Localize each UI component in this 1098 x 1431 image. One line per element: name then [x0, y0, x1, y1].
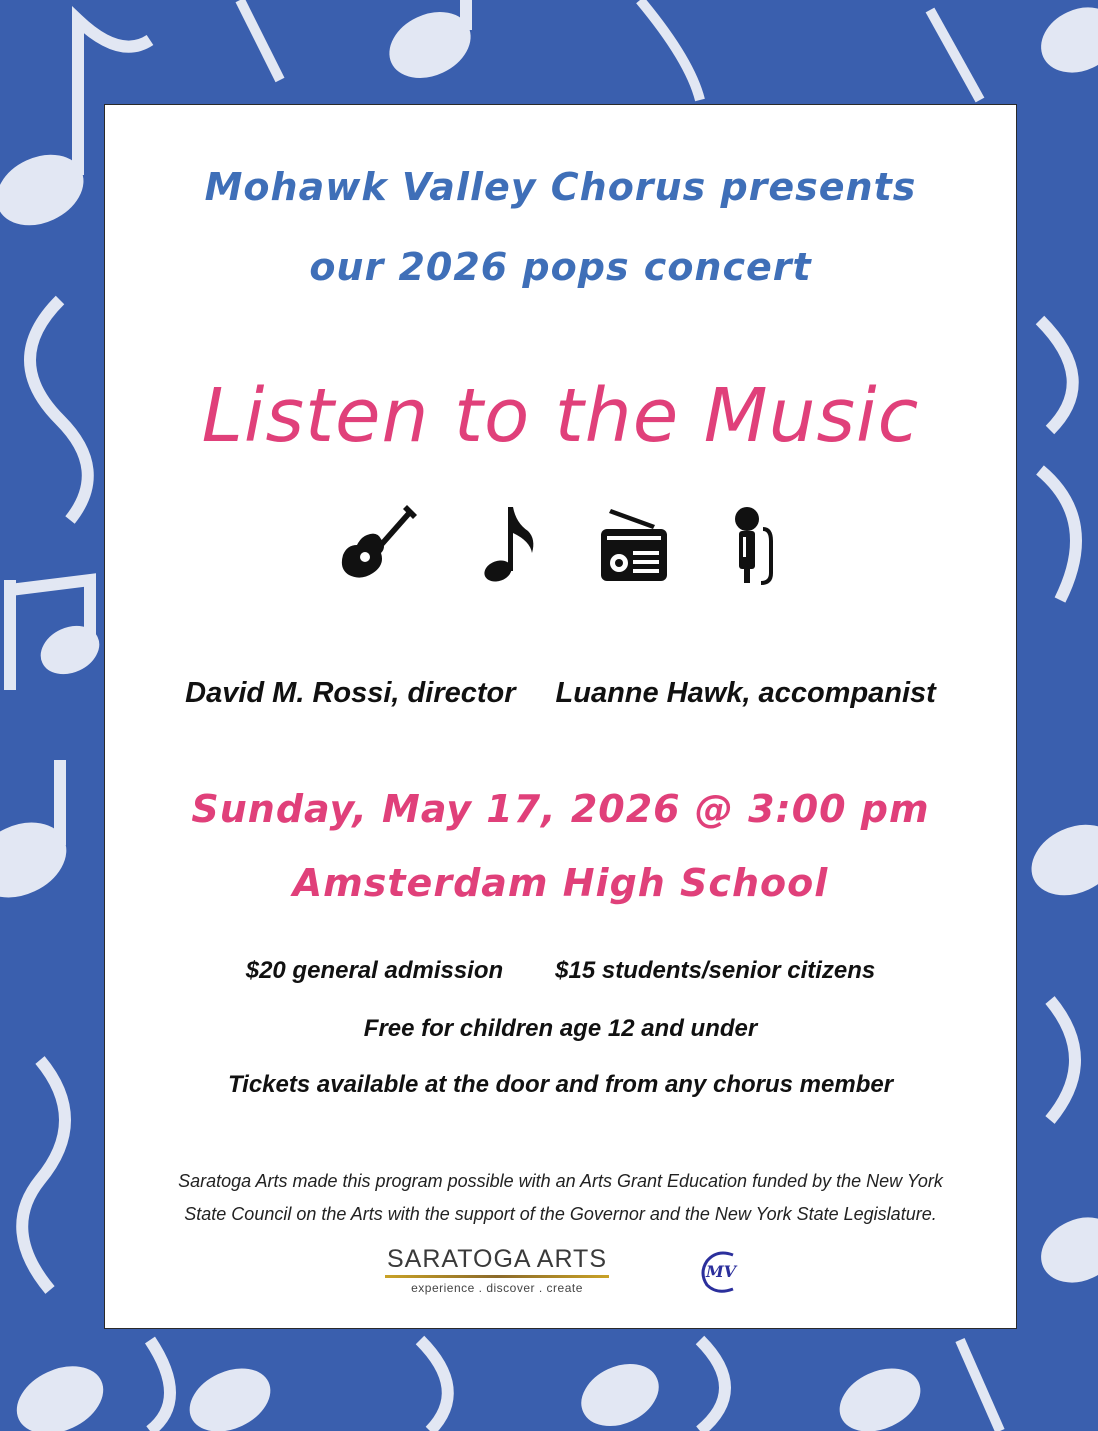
event-datetime: Sunday, May 17, 2026 @ 3:00 pm	[191, 787, 930, 831]
children-free-note: Free for children age 12 and under	[363, 1015, 758, 1042]
personnel-line	[105, 677, 1016, 710]
grant-acknowledgement-line2: State Council on the Arts with the support of the Governor and the New York State Legislature.	[184, 1204, 937, 1224]
concert-subtitle: our 2026 pops concert	[309, 245, 812, 289]
flyer-panel	[104, 104, 1017, 1329]
ticket-availability: Tickets available at the door and from any chorus member	[227, 1071, 894, 1098]
presenter-line: Mohawk Valley Chorus presents	[204, 165, 917, 209]
icon-row	[105, 503, 1016, 587]
student-senior-price: $15 students/senior citizens	[555, 957, 876, 984]
grant-acknowledgement-line1: Saratoga Arts made this program possible with an Arts Grant Education funded by the New York	[178, 1171, 943, 1191]
microphone-icon	[731, 503, 775, 585]
radio-icon	[597, 503, 669, 585]
mohawk-valley-chorus-logo	[697, 1247, 745, 1295]
music-note-icon	[480, 503, 540, 585]
logo-rule	[385, 1275, 609, 1278]
accompanist-credit: Luanne Hawk, accompanist	[555, 677, 936, 709]
concert-title: Listen to the Music	[201, 373, 920, 459]
guitar-icon	[337, 503, 419, 585]
saratoga-arts-tagline: experience . discover . create	[411, 1281, 583, 1295]
saratoga-arts-logo	[385, 1245, 609, 1295]
general-admission-price: $20 general admission	[245, 957, 504, 984]
event-venue: Amsterdam High School	[292, 861, 829, 905]
saratoga-arts-name: SARATOGA ARTS	[386, 1245, 608, 1273]
director-credit: David M. Rossi, director	[185, 677, 516, 709]
mvc-mark: MV	[705, 1262, 737, 1281]
ticket-prices	[105, 957, 1016, 985]
